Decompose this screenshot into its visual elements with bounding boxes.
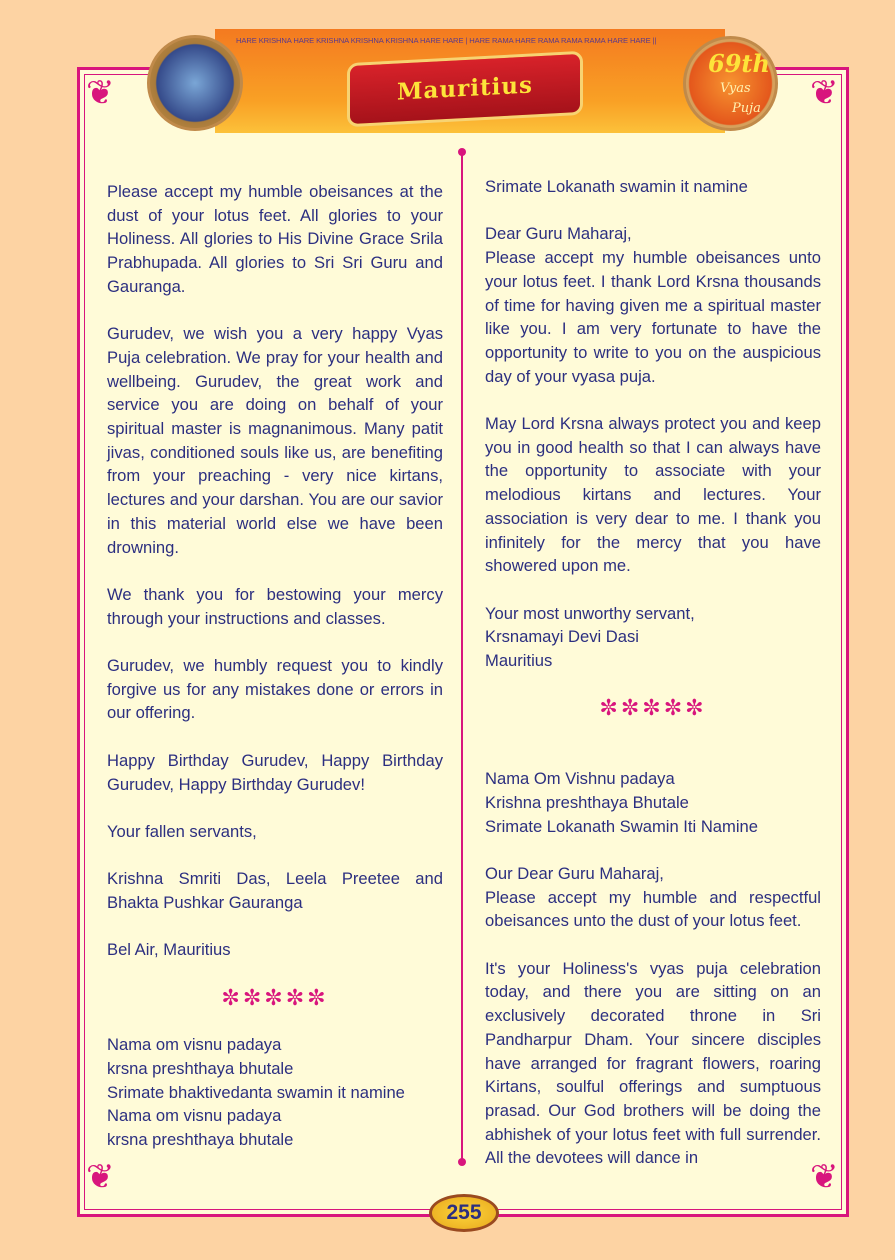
paragraph: Gurudev, we humbly request you to kindly forgive us for any mistakes done or errors in our offering. (107, 656, 443, 723)
verse: Nama om visnu padaya krsna preshthaya bhutale Srimate bhaktivedanta swamin it namine Nama om visnu padaya krsna preshthaya bhutale (107, 1035, 405, 1149)
paragraph: Gurudev, we wish you a very happy Vyas Puja celebration. We pray for your health and wellbeing. Gurudev, the great work and service you are doing on behalf of your spiritual master is magnanimous. Many patit jivas, conditioned souls like us, are benefiting from your preaching - very nice kirtans, lectures and your darshan. You are our savior in this material world else we have been drowning. (107, 324, 443, 557)
divider-dot (458, 1158, 466, 1166)
signature: Your most unworthy servant, Krsnamayi Devi Dasi Mauritius (485, 603, 695, 671)
divider-dot (458, 148, 466, 156)
paragraph: May Lord Krsna always protect you and keep you in good health so that I can always have the opportunity to associate with your melodious kirtans and lectures. Your association is very dear to me. I thank you infinitely for the mercy that you have showered upon me. (485, 414, 821, 576)
badge-line1: Vyas (720, 81, 751, 96)
anniversary-badge (683, 36, 778, 131)
left-column (107, 180, 443, 1175)
header-title: Mauritius (397, 71, 533, 106)
paragraph: It's your Holiness's vyas puja celebration today, and there you are sitting on an exclusively decorated throne in Sri Pandharpur Dham. Your sincere disciples have arranged for fragrant flowers, roaring Kirtans, soulful offerings and sumptuous prasad. Our God brothers will be doing the abhishek of your lotus feet with full surrender. All the devotees will dance in (485, 958, 821, 1168)
right-column (485, 175, 821, 1194)
section-separator: ✼✼✼✼✼ (599, 695, 707, 721)
verse: Nama Om Vishnu padaya Krishna preshthaya Bhutale Srimate Lokanath Swamin Iti Namine (485, 769, 758, 836)
column-divider (461, 152, 463, 1162)
paragraph: Happy Birthday Gurudev, Happy Birthday Gurudev, Happy Birthday Gurudev! (107, 750, 443, 794)
badge-line2: Puja (732, 101, 761, 116)
corner-ornament: ❦ (86, 1158, 115, 1196)
section-separator: ✼✼✼✼✼ (221, 984, 329, 1010)
corner-ornament: ❦ (810, 74, 839, 112)
corner-ornament: ❦ (810, 1158, 839, 1196)
paragraph: Please accept my humble obeisances at the dust of your lotus feet. All glories to your Holiness. All glories to His Divine Grace Srila Prabhupada. All glories to Sri Sri Guru and Gauranga. (107, 182, 443, 296)
corner-ornament: ❦ (86, 74, 115, 112)
paragraph: Our Dear Guru Maharaj, Please accept my humble and respectful obeisances unto the dust of your lotus feet. (485, 863, 821, 931)
header-chant: HARE KRISHNA HARE KRISHNA KRISHNA KRISHNA HARE HARE | HARE RAMA HARE RAMA RAMA RAMA HARE HARE || (236, 36, 657, 45)
title-ribbon (350, 54, 580, 124)
badge-number: 69th (708, 49, 770, 78)
paragraph: We thank you for bestowing your mercy through your instructions and classes. (107, 584, 443, 628)
page-number: 255 (429, 1194, 499, 1232)
paragraph: Srimate Lokanath swamin it namine (485, 177, 748, 196)
paragraph: Bel Air, Mauritius (107, 940, 231, 960)
deity-image (147, 35, 243, 131)
paragraph: Dear Guru Maharaj, Please accept my humble obeisances unto your lotus feet. I thank Lord Krsna thousands of time for having given me a spiritual master like you. I am very fortunate to have the opportunity to write to you on the auspicious day of your vyasa puja. (485, 224, 821, 386)
paragraph: Krishna Smriti Das, Leela Preetee and Bhakta Pushkar Gauranga (107, 869, 443, 912)
paragraph: Your fallen servants, (107, 821, 257, 841)
